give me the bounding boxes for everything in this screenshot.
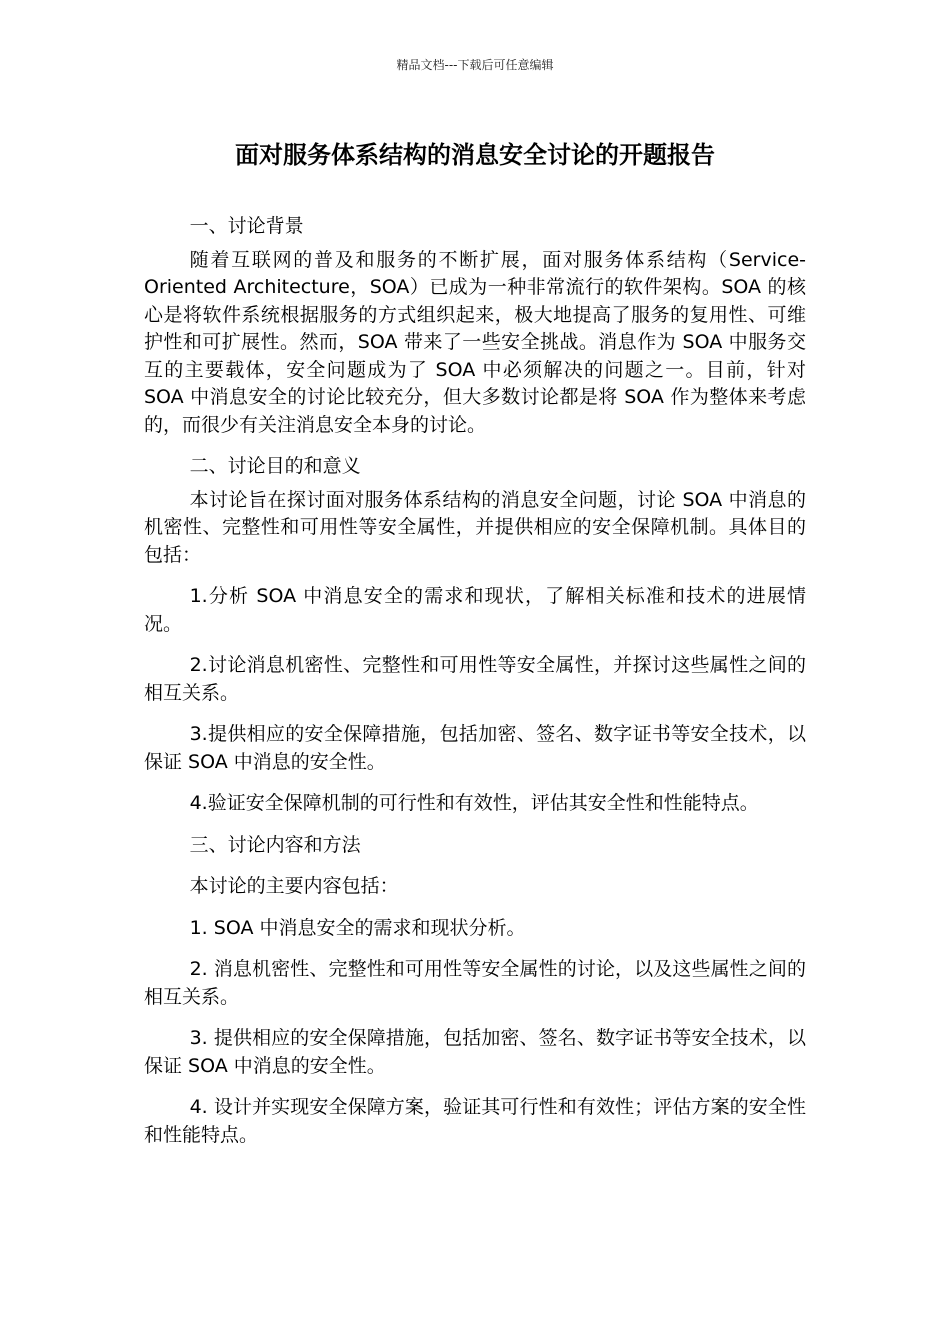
list-item-content-2: 2. 消息机密性、完整性和可用性等安全属性的讨论，以及这些属性之间的相互关系。 — [144, 958, 806, 1008]
list-item-content-3: 3. 提供相应的安全保障措施，包括加密、签名、数字证书等安全技术，以保证 SOA 中消息的安全性。 — [144, 1027, 806, 1077]
list-item-content-1: 1. SOA 中消息安全的需求和现状分析。 — [189, 916, 526, 939]
page-header: 精品文档---下载后可任意编辑 — [396, 58, 554, 72]
paragraph-background: 随着互联网的普及和服务的不断扩展，面对服务体系结构（Service-Oriented Architecture，SOA）已成为一种非常流行的软件架构。SOA 的核心是将软件系统根据服务的方式组织起来，极大地提高了服务的复用性、可维护性和可扩展性。然而，SOA 带来了一些安全挑战。消息作为 SOA 中服务交互的主要载体，安全问题成为了 SOA 中必须解决的问题之一。目前，针对 SOA 中消息安全的讨论比较充分，但大多数讨论都是将 SOA 作为整体来考虑的，而很少有关注消息安全本身的讨论。 — [144, 248, 806, 436]
document-title: 面对服务体系结构的消息安全讨论的开题报告 — [235, 141, 715, 169]
section-heading-background: 一、讨论背景 — [189, 215, 304, 237]
document-body — [144, 213, 806, 1163]
list-item-purpose-1: 1.分析 SOA 中消息安全的需求和现状，了解相关标准和技术的进展情况。 — [144, 585, 806, 635]
list-item-purpose-3: 3.提供相应的安全保障措施，包括加密、签名、数字证书等安全技术，以保证 SOA 中消息的安全性。 — [144, 723, 806, 773]
paragraph-content: 本讨论的主要内容包括： — [189, 875, 399, 897]
paragraph-purpose: 本讨论旨在探讨面对服务体系结构的消息安全问题，讨论 SOA 中消息的机密性、完整性和可用性等安全属性，并提供相应的安全保障机制。具体目的包括： — [144, 488, 806, 566]
section-heading-purpose: 二、讨论目的和意义 — [189, 455, 361, 477]
list-item-purpose-2: 2.讨论消息机密性、完整性和可用性等安全属性，并探讨这些属性之间的相互关系。 — [144, 654, 806, 704]
list-item-content-4: 4. 设计并实现安全保障方案，验证其可行性和有效性；评估方案的安全性和性能特点。 — [144, 1096, 806, 1146]
section-heading-content: 三、讨论内容和方法 — [189, 833, 361, 856]
list-item-purpose-4: 4.验证安全保障机制的可行性和有效性，评估其安全性和性能特点。 — [189, 792, 759, 814]
